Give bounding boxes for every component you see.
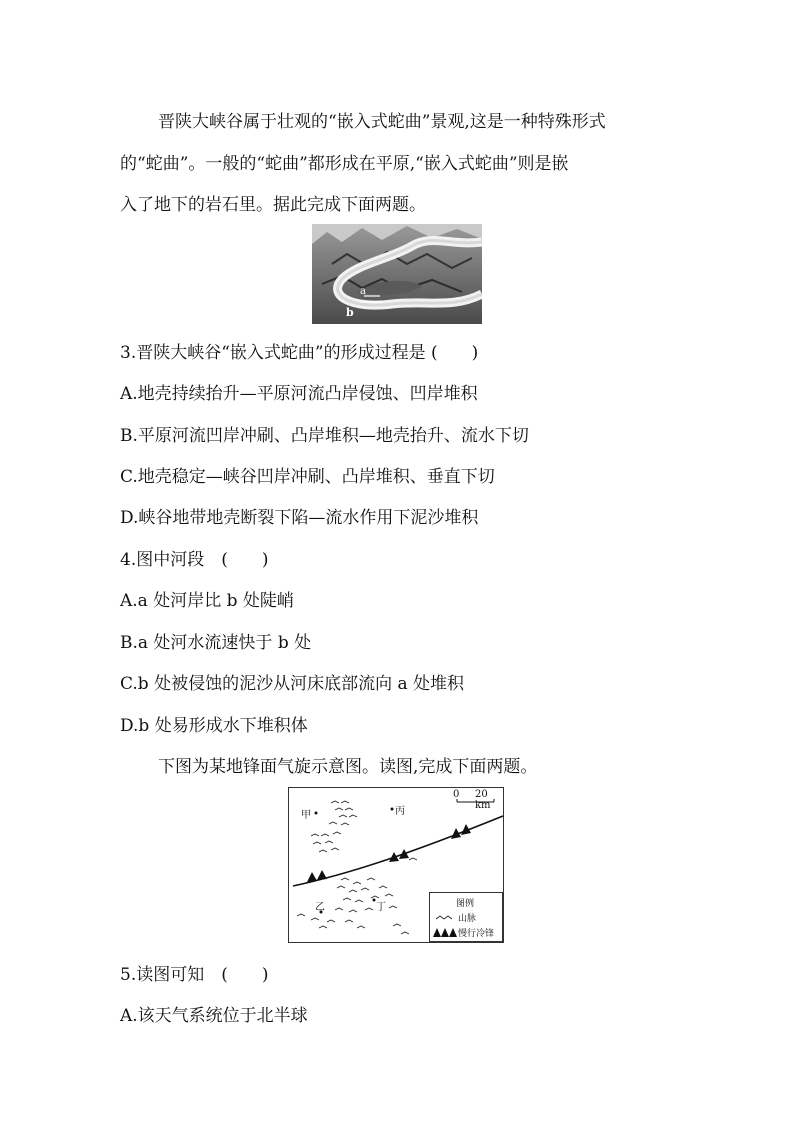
q3-option-c: C.地壳稳定—峡谷凹岸冲刷、凸岸堆积、垂直下切 (120, 467, 495, 487)
q3-stem: 3.晋陕大峡谷“嵌入式蛇曲”的形成过程是 ( ) (120, 343, 479, 363)
q4-option-c: C.b 处被侵蚀的泥沙从河床底部流向 a 处堆积 (120, 674, 465, 694)
q4-option-b: B.a 处河水流速快于 b 处 (120, 633, 312, 653)
q3-option-a: A.地壳持续抬升—平原河流凸岸侵蚀、凹岸堆积 (120, 384, 478, 404)
photo-label-b: b (346, 306, 354, 319)
map-point-ding: 丁 (376, 902, 386, 913)
cold-front-triangles (307, 824, 471, 882)
frontal-cyclone-map (288, 787, 504, 943)
legend-front-label: 慢行冷锋 (458, 929, 495, 939)
photo-label-a: a (360, 286, 366, 297)
q4-stem: 4.图中河段 ( ) (120, 550, 269, 570)
meander-photo-drawing (312, 224, 482, 324)
q4-option-a: A.a 处河岸比 b 处陡峭 (120, 591, 294, 611)
mountain-icons (297, 801, 417, 934)
map-legend (429, 892, 503, 942)
legend-title: 图例 (456, 899, 475, 909)
passage1-line-2: 的“蛇曲”。一般的“蛇曲”都形成在平原,“嵌入式蛇曲”则是嵌 (120, 154, 569, 174)
q5-stem: 5.读图可知 ( ) (120, 965, 269, 985)
legend-mountain-label: 山脉 (458, 914, 477, 924)
passage2-text: 下图为某地锋面气旋示意图。读图,完成下面两题。 (158, 757, 538, 777)
q4-option-d: D.b 处易形成水下堆积体 (120, 716, 308, 736)
q3-option-d: D.峡谷地带地壳断裂下陷—流水作用下泥沙堆积 (120, 508, 479, 528)
scale-zero: 0 (453, 789, 460, 800)
q5-option-a: A.该天气系统位于北半球 (120, 1006, 308, 1026)
scale-distance: 20 km (475, 789, 491, 811)
q3-option-b: B.平原河流凹岸冲刷、凸岸堆积—地壳抬升、流水下切 (120, 426, 529, 446)
passage1-line-3: 入了地下的岩石里。据此完成下面两题。 (120, 195, 426, 215)
cold-front-legend-icon (432, 926, 458, 938)
meander-photo (312, 224, 482, 324)
map-point-jia: 甲 (301, 810, 311, 821)
map-point-bing: 丙 (395, 806, 405, 817)
passage1-line-1: 晋陕大峡谷属于壮观的“嵌入式蛇曲”景观,这是一种特殊形式 (158, 112, 606, 132)
map-point-yi: 乙 (315, 902, 325, 913)
mountain-legend-icon (434, 912, 456, 922)
